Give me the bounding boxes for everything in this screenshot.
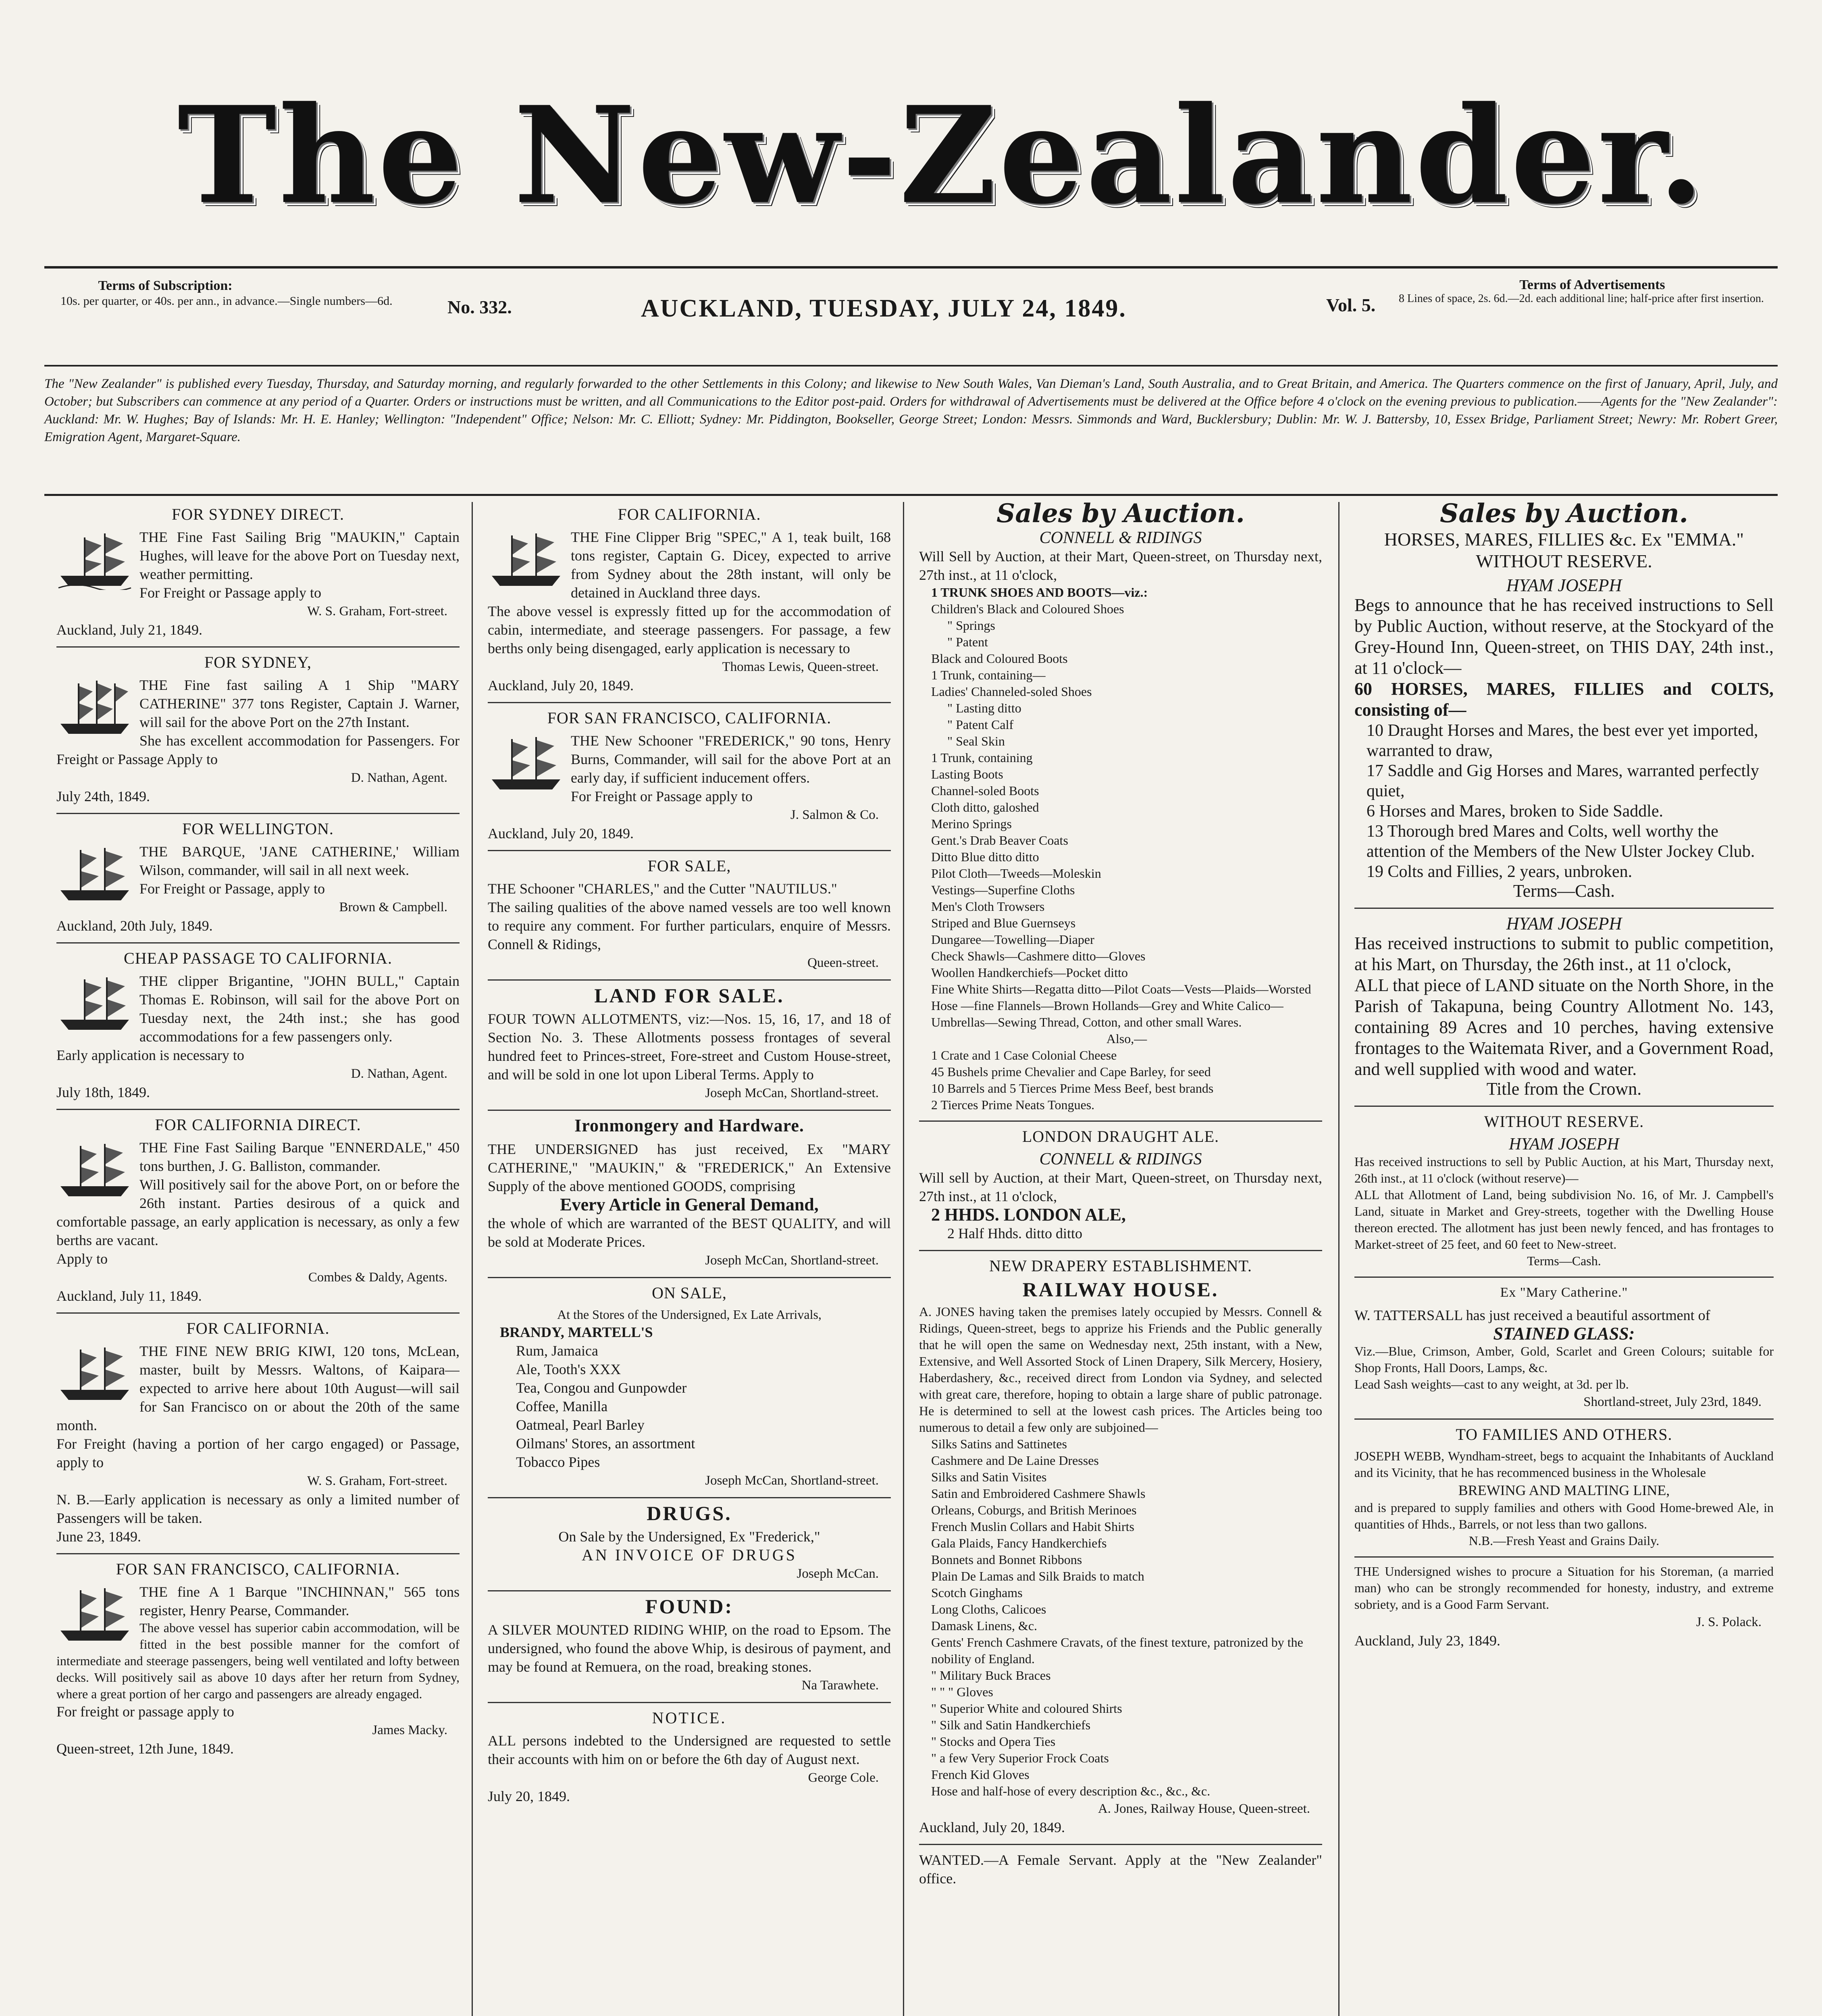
list-item: Silks Satins and Sattinetes bbox=[931, 1437, 1067, 1451]
list-item: Ladies' Channeled-soled Shoes bbox=[931, 684, 1092, 699]
ad-body: AN INVOICE OF DRUGS bbox=[582, 1546, 797, 1564]
ad-heading: NEW DRAPERY ESTABLISHMENT. bbox=[989, 1257, 1252, 1275]
ad-more: Lead Sash weights—cast to any weight, at 3d. per lb. bbox=[1354, 1377, 1629, 1391]
ad-apply: For Freight or Passage, apply to bbox=[139, 881, 325, 897]
ad-signature: Thomas Lewis, Queen-street. bbox=[722, 660, 879, 674]
auctioneer-name: HYAM JOSEPH bbox=[1506, 914, 1622, 933]
ad-body: THE UNDERSIGNED has just received, Ex "MARY CATHERINE," "MAUKIN," & "FREDERICK," An Extensive Supply of the above mentioned GOODS, comprising bbox=[488, 1141, 891, 1194]
ad-body: THE Fine Clipper Brig "SPEC," A 1, teak built, 168 tons register, Captain G. Dicey, expected to arrive from Sydney about the 28th instant, will only be detained in Auckland three days. bbox=[571, 529, 891, 601]
list-item: Children's Black and Coloured Shoes bbox=[931, 602, 1124, 616]
ad-signature: D. Nathan, Agent. bbox=[351, 1066, 447, 1081]
advertisement-terms bbox=[1399, 278, 1786, 306]
ad-more: The above vessel has superior cabin accommodation, will be fitted in the best possible manner for the comfort of intermediate and steerage passengers, being well ventilated and lofty between decks. Will positively sail as above 10 days after her return from Sydney, where a great portion of her cargo and passengers are already engaged. bbox=[56, 1620, 460, 1701]
ad-cheap-passage bbox=[56, 949, 460, 1102]
list-item: Plain De Lamas and Silk Braids to match bbox=[931, 1569, 1144, 1583]
ad-date: Auckland, July 20, 1849. bbox=[488, 677, 634, 694]
ad-body: THE Fine fast sailing A 1 Ship "MARY CATHERINE" 377 tons Register, Captain J. Warner, will sail for the above Port on the 27th Instant. bbox=[139, 677, 460, 730]
list-item: 1 Crate and 1 Case Colonial Cheese bbox=[931, 1048, 1117, 1062]
ad-heading: LONDON DRAUGHT ALE. bbox=[1022, 1127, 1219, 1145]
subscription-text: 10s. per quarter, or 40s. per ann., in advance.—Single numbers—6d. bbox=[60, 294, 393, 308]
ad-more: the whole of which are warranted of the BEST QUALITY, and will be sold at Moderate Prices. bbox=[488, 1215, 891, 1250]
ad-apply: For Freight or Passage apply to bbox=[139, 585, 321, 601]
ship-icon bbox=[56, 973, 133, 1034]
ad-more: ALL that Allotment of Land, being subdivision No. 16, of Mr. J. Campbell's Land, situate in Market and Grey-streets, together with the Dwelling House thereon erected. The allotment has just been newly fenced, and has frontages to Market-street of 25 feet, and 60 feet to New-street. bbox=[1354, 1187, 1774, 1252]
ad-heading: FOR WELLINGTON. bbox=[182, 820, 334, 838]
ad-divider bbox=[488, 979, 891, 981]
subscription-heading: Terms of Subscription: bbox=[98, 278, 233, 293]
ad-body: THE FINE NEW BRIG KIWI, 120 tons, McLean, master, built by Messrs. Waltons, of Kaipara—expected to arrive here about 10th August—will sail for San Francisco on or about the 20th of the same month. bbox=[56, 1343, 460, 1433]
ad-body: W. TATTERSALL has just received a beautiful assortment of bbox=[1354, 1307, 1710, 1323]
ad-heading: LAND FOR SALE. bbox=[594, 984, 784, 1007]
list-item: Rum, Jamaica bbox=[516, 1343, 598, 1359]
list-item: Channel-soled Boots bbox=[931, 783, 1039, 798]
terms-heading: Terms of Advertisements bbox=[1519, 277, 1665, 292]
terms-text: 8 Lines of space, 2s. 6d.—2d. each additional line; half-price after first insertion. bbox=[1399, 292, 1764, 305]
publication-notice: The "New Zealander" is published every Tuesday, Thursday, and Saturday morning, and regularly forwarded to the other Settlements in this Colony; and likewise to New South Wales, Van Dieman's Land, South Australia, and to Great Britain, and America. The Quarters commence on the first of January, April, July, and October; but Subscribers can commence at any period of a Quarter. Orders or instructions must be written, and all Communications to the Editor post-paid. Orders for withdrawal of Advertisements must be delivered at the Office before 4 o'clock on the evening previous to publication.——Agents for the "New Zealander": Auckland: Mr. W. Hughes; Bay of Islands: Mr. H. E. Hanley; Wellington: "Independent" Office; Nelson: Mr. C. Elliott; Sydney: Mr. Piddington, Bookseller, George Street; London: Messrs. Simmonds and Ward, Bucklersbury; Dublin: Mr. W. J. Battersby, 10, Essex Bridge, Parliament Street; Newry: Mr. Robert Greer, Emigration Agent, Margaret-Square. bbox=[44, 377, 1778, 444]
list-item: 1 Trunk, containing bbox=[931, 750, 1033, 765]
ad-divider bbox=[1354, 1277, 1774, 1278]
ad-signature: Joseph McCan, Shortland-street. bbox=[705, 1253, 879, 1268]
notice-rule bbox=[44, 494, 1778, 496]
list-item: " " " Gloves bbox=[931, 1685, 993, 1699]
ad-wellington bbox=[56, 820, 460, 935]
ad-california-spec bbox=[488, 505, 891, 695]
ad-signature: James Macky. bbox=[372, 1723, 447, 1737]
dateline: AUCKLAND, TUESDAY, JULY 24, 1849. bbox=[641, 295, 1127, 322]
ad-heading: FOR CALIFORNIA DIRECT. bbox=[155, 1116, 361, 1134]
ad-divider bbox=[56, 1312, 460, 1314]
ad-heading: FOR SYDNEY DIRECT. bbox=[171, 505, 345, 523]
ad-signature: Joseph McCan. bbox=[797, 1566, 879, 1581]
ad-divider bbox=[1354, 1106, 1774, 1107]
subscription-terms bbox=[60, 278, 464, 309]
ad-note: N. B.—Early application is necessary as only a limited number of Passengers will be taken. bbox=[56, 1491, 460, 1526]
ad-heading: Ex "Mary Catherine." bbox=[1500, 1285, 1628, 1300]
ad-more: Will positively sail for the above Port, on or before the 26th instant. Parties desirous of a quick and comfortable passage, an early application is necessary, as only a few berths are vacant. bbox=[56, 1177, 460, 1248]
list-item: Vestings—Superfine Cloths bbox=[931, 883, 1075, 897]
ad-heading: TO FAMILIES AND OTHERS. bbox=[1456, 1425, 1672, 1443]
auctioneer-name: CONNELL & RIDINGS bbox=[1039, 1150, 1202, 1168]
list-item: Gala Plaids, Fancy Handkerchiefs bbox=[931, 1536, 1107, 1550]
ad-title: HORSES, MARES, FILLIES &c. Ex "EMMA." WITHOUT RESERVE. bbox=[1384, 529, 1744, 571]
list-item: Tea, Congou and Gunpowder bbox=[516, 1380, 687, 1396]
ad-note: N.B.—Fresh Yeast and Grains Daily. bbox=[1468, 1533, 1660, 1548]
ad-divider bbox=[1354, 1418, 1774, 1420]
list-item: " Patent Calf bbox=[947, 717, 1014, 732]
list-item: Scotch Ginghams bbox=[931, 1585, 1023, 1600]
list-item: Hose and half-hose of every description &c., &c., &c. bbox=[931, 1784, 1211, 1798]
ad-more: Early application is necessary to bbox=[56, 1047, 244, 1063]
ad-title: STAINED GLASS: bbox=[1493, 1324, 1635, 1343]
masthead-title: The New-Zealander. bbox=[177, 77, 1707, 233]
ad-signature: Queen-street. bbox=[807, 956, 879, 970]
list-item: Satin and Embroidered Cashmere Shawls bbox=[931, 1486, 1146, 1501]
ad-divider bbox=[919, 1120, 1322, 1122]
ad-for-sale-vessels bbox=[488, 857, 891, 972]
ad-divider bbox=[919, 1844, 1322, 1845]
ad-divider bbox=[488, 850, 891, 851]
list-item: 2 Half Hhds. ditto ditto bbox=[947, 1225, 1082, 1241]
ad-more: ALL that piece of LAND situate on the North Shore, in the Parish of Takapuna, being Country Allotment No. 143, containing 89 Acres and 10 perches, having extensive frontages to the Waitemata River, and a Government Road, and well supplied with wood and water. bbox=[1354, 975, 1774, 1079]
list-item: Orleans, Coburgs, and British Merinoes bbox=[931, 1503, 1137, 1517]
ad-body: A. JONES having taken the premises lately occupied by Messrs. Connell & Ridings, Queen-street, begs to apprize his Friends and the Public generally that he will open the same on Wednesday next, 25th instant, with a New, Extensive, and Well Assorted Stock of Linen Drapery, Silk Mercery, Hosiery, Haberdashery, &c., received direct from London via Sydney, and selected with great care, therefore, hoping to obtain a large share of public patronage. He is determined to sell at the lowest cash prices. The Articles being too numerous to detail a few only are subjoined— bbox=[919, 1304, 1322, 1435]
ad-divider bbox=[56, 1553, 460, 1554]
ad-california-direct bbox=[56, 1116, 460, 1305]
list-item: Coffee, Manilla bbox=[516, 1398, 608, 1414]
list-item: Pilot Cloth—Tweeds—Moleskin bbox=[931, 866, 1101, 881]
ad-more: The sailing qualities of the above named vessels are too well known to require any comment. For further particulars, enquire of Messrs. Connell & Ridings, bbox=[488, 899, 891, 952]
ad-signature: Brown & Campbell. bbox=[339, 900, 447, 914]
info-bar bbox=[44, 278, 1778, 363]
ad-divider bbox=[56, 813, 460, 814]
list-item: " Silk and Satin Handkerchiefs bbox=[931, 1718, 1091, 1732]
ship-icon bbox=[56, 1584, 133, 1645]
ad-heading: CHEAP PASSAGE TO CALIFORNIA. bbox=[124, 949, 392, 967]
list-item: Ale, Tooth's XXX bbox=[516, 1361, 621, 1377]
list-item: 1 Trunk, containing— bbox=[931, 668, 1046, 682]
ad-drugs bbox=[488, 1504, 891, 1583]
ship-icon bbox=[56, 529, 133, 590]
ad-signature: George Cole. bbox=[808, 1770, 879, 1785]
list-item: 2 HHDS. LONDON ALE, bbox=[931, 1205, 1126, 1225]
auctioneer-name: HYAM JOSEPH bbox=[1506, 575, 1622, 595]
ship-icon bbox=[56, 1140, 133, 1200]
ad-signature: W. S. Graham, Fort-street. bbox=[307, 604, 447, 619]
masthead-rule bbox=[44, 266, 1778, 269]
item-list bbox=[919, 584, 1322, 1113]
ad-wanted bbox=[919, 1851, 1322, 1888]
column-2 bbox=[488, 502, 891, 2016]
ad-body: THE clipper Brigantine, "JOHN BULL," Captain Thomas E. Robinson, will sail for the above Port on Tuesday next, the 24th inst.; she has good accommodations for a few passengers only. bbox=[139, 973, 460, 1045]
item-list bbox=[919, 1206, 1322, 1243]
ship-icon bbox=[56, 844, 133, 904]
list-item: Dungaree—Towelling—Diaper bbox=[931, 932, 1094, 947]
ad-heading: NOTICE. bbox=[652, 1709, 727, 1727]
ad-more: She has excellent accommodation for Passengers. For Freight or Passage Apply to bbox=[56, 733, 460, 767]
ad-body: WANTED.—A Female Servant. Apply at the "New Zealander" office. bbox=[919, 1852, 1322, 1887]
infobar-rule bbox=[44, 365, 1778, 367]
ad-date: Auckland, July 11, 1849. bbox=[56, 1288, 202, 1304]
list-item: " Lasting ditto bbox=[947, 701, 1021, 715]
ad-more: The above vessel is expressly fitted up for the accommodation of cabin, intermediate, and steerage passengers. For passage, a few berths only being disengaged, early application is necessary to bbox=[488, 603, 891, 656]
ad-date: Queen-street, 12th June, 1849. bbox=[56, 1741, 234, 1757]
ad-body: FOUR TOWN ALLOTMENTS, viz:—Nos. 15, 16, 17, and 18 of Section No. 3. These Allotments possess frontages of several hundred feet to Princes-street, Fore-street and Custom House-street, and will be sold in one lot upon Liberal Terms. Apply to bbox=[488, 1011, 891, 1083]
list-item: Men's Cloth Trowsers bbox=[931, 899, 1045, 914]
list-item: Gent.'s Drab Beaver Coats bbox=[931, 833, 1068, 848]
ad-found bbox=[488, 1597, 891, 1695]
ad-title: BREWING AND MALTING LINE, bbox=[1458, 1482, 1670, 1498]
list-item: 10 Draught Horses and Mares, the best ever yet imported, warranted to draw, bbox=[1366, 721, 1758, 760]
list-item: Cloth ditto, galoshed bbox=[931, 800, 1039, 814]
ad-apply: For Freight or Passage apply to bbox=[571, 788, 753, 804]
ad-more: and is prepared to supply families and others with Good Home-brewed Ale, in quantities of Hhds., Barrels, or not less than two gallons. bbox=[1354, 1500, 1774, 1531]
list-item: Oilmans' Stores, an assortment bbox=[516, 1435, 695, 1452]
volume: Vol. 5. bbox=[1326, 295, 1376, 315]
ad-heading: ON SALE, bbox=[652, 1284, 727, 1302]
ad-subheading: At the Stores of the Undersigned, Ex Late Arrivals, bbox=[557, 1307, 822, 1322]
ad-california-kiwi bbox=[56, 1319, 460, 1546]
ad-heading: FOR SYDNEY, bbox=[204, 653, 312, 671]
list-item: Tobacco Pipes bbox=[516, 1454, 600, 1470]
ad-ironmongery bbox=[488, 1116, 891, 1270]
ad-signature: J. Salmon & Co. bbox=[790, 808, 879, 822]
list-item: Also,— bbox=[1106, 1031, 1147, 1046]
issue-number: No. 332. bbox=[447, 297, 512, 317]
list-item: Bonnets and Bonnet Ribbons bbox=[931, 1552, 1082, 1567]
ad-stained-glass bbox=[1354, 1283, 1774, 1411]
masthead bbox=[177, 60, 1707, 250]
ad-brewing bbox=[1354, 1425, 1774, 1549]
ad-heading: FOUND: bbox=[645, 1595, 734, 1618]
ad-date: Auckland, July 21, 1849. bbox=[56, 622, 202, 638]
ad-date: July 20, 1849. bbox=[488, 1788, 570, 1804]
ad-date: Auckland, 20th July, 1849. bbox=[56, 918, 213, 934]
ad-date: Auckland, July 23, 1849. bbox=[1354, 1633, 1500, 1649]
ad-body: THE Undersigned wishes to procure a Situation for his Storeman, (a married man) who can be strongly recommended for honesty, industry, and extreme sobriety, and is a Good Farm Servant. bbox=[1354, 1564, 1774, 1612]
column-3 bbox=[919, 502, 1322, 2016]
list-item: Lasting Boots bbox=[931, 767, 1003, 781]
ad-railway-house bbox=[919, 1257, 1322, 1837]
item-list bbox=[919, 1436, 1322, 1799]
list-item: " Stocks and Opera Ties bbox=[931, 1734, 1056, 1749]
list-item: Cashmere and De Laine Dresses bbox=[931, 1453, 1099, 1468]
list-item: 17 Saddle and Gig Horses and Mares, warranted perfectly quiet, bbox=[1366, 762, 1759, 800]
ad-subheading: On Sale by the Undersigned, Ex "Frederick," bbox=[558, 1529, 820, 1545]
column-4 bbox=[1354, 502, 1774, 2016]
ad-lead: 60 HORSES, MARES, FILLIES and COLTS, consisting of— bbox=[1354, 679, 1774, 720]
ad-sydney-direct bbox=[56, 505, 460, 639]
ad-date: July 18th, 1849. bbox=[56, 1084, 150, 1100]
ad-body: THE fine A 1 Barque "INCHINNAN," 565 tons register, Henry Pearse, Commander. bbox=[139, 1584, 460, 1618]
ad-body: THE Fine Fast Sailing Barque "ENNERDALE," 450 tons burthen, J. G. Balliston, commander. bbox=[139, 1139, 460, 1174]
ad-body: JOSEPH WEBB, Wyndham-street, begs to acquaint the Inhabitants of Auckland and its Vicinity, that he has recommenced business in the Wholesale bbox=[1354, 1449, 1774, 1480]
section-heading: Sales by Auction. bbox=[1440, 502, 1688, 529]
ad-divider bbox=[488, 1590, 891, 1591]
list-item: Oatmeal, Pearl Barley bbox=[516, 1417, 645, 1433]
list-item: Long Cloths, Calicoes bbox=[931, 1602, 1046, 1616]
ad-auction-shoes bbox=[919, 529, 1322, 1113]
ad-title: Title from the Crown. bbox=[1486, 1079, 1642, 1099]
ad-body: THE Fine Fast Sailing Brig "MAUKIN," Captain Hughes, will leave for the above Port on Tuesday next, weather permitting. bbox=[139, 529, 460, 582]
list-item: Ditto Blue ditto ditto bbox=[931, 850, 1039, 864]
ad-on-sale bbox=[488, 1284, 891, 1490]
ad-apply: Apply to bbox=[56, 1251, 108, 1267]
ad-divider bbox=[56, 1109, 460, 1110]
list-item: " Springs bbox=[947, 618, 995, 633]
ad-signature: Joseph McCan, Shortland-street. bbox=[705, 1473, 879, 1488]
ad-divider bbox=[488, 1702, 891, 1703]
ad-signature: D. Nathan, Agent. bbox=[351, 771, 447, 785]
ad-takapuna-land bbox=[1354, 914, 1774, 1098]
list-item: Check Shawls—Cashmere ditto—Gloves bbox=[931, 949, 1146, 963]
ad-signature: Na Tarawhete. bbox=[801, 1678, 879, 1693]
ad-san-francisco-frederick bbox=[488, 709, 891, 843]
column-divider bbox=[903, 502, 904, 2016]
ad-body: THE New Schooner "FREDERICK," 90 tons, Henry Burns, Commander, will sail for the above Port at an early day, if sufficient inducement offers. bbox=[571, 733, 891, 786]
ad-signature: W. S. Graham, Fort-street. bbox=[307, 1474, 447, 1488]
ad-body: Will Sell by Auction, at their Mart, Queen-street, on Thursday next, 27th inst., at 11 o'clock, bbox=[919, 548, 1322, 583]
ad-signature: Joseph McCan, Shortland-street. bbox=[705, 1086, 879, 1100]
ad-body: THE BARQUE, 'JANE CATHERINE,' William Wilson, commander, will sail in all next week. bbox=[139, 843, 460, 878]
ad-notice bbox=[488, 1709, 891, 1806]
list-item: " Patent bbox=[947, 635, 988, 649]
list-item: 19 Colts and Fillies, 2 years, unbroken. bbox=[1366, 862, 1633, 881]
ad-body: Will sell by Auction, at their Mart, Queen-street, on Thursday next, 27th inst., at 11 o'clock, bbox=[919, 1170, 1322, 1204]
list-item: French Kid Gloves bbox=[931, 1767, 1030, 1782]
column-divider bbox=[1338, 502, 1339, 2016]
list-item: 10 Barrels and 5 Tierces Prime Mess Beef, best brands bbox=[931, 1081, 1214, 1095]
ad-divider bbox=[1354, 908, 1774, 909]
list-item: Woollen Handkerchiefs—Pocket ditto bbox=[931, 965, 1128, 980]
ad-divider bbox=[56, 942, 460, 943]
ad-terms: Terms—Cash. bbox=[1513, 881, 1615, 901]
auctioneer-name: HYAM JOSEPH bbox=[1509, 1135, 1619, 1154]
ad-heading: FOR SAN FRANCISCO, CALIFORNIA. bbox=[547, 709, 832, 727]
ad-body: THE Schooner "CHARLES," and the Cutter "NAUTILUS." bbox=[488, 881, 837, 897]
ad-heading: FOR CALIFORNIA. bbox=[186, 1319, 330, 1337]
list-item: Fine White Shirts—Regatta ditto—Pilot Coats—Vests—Plaids—Worsted Hose —fine Flannels—Brown Hollands—Grey and White Calico—Umbrellas—Sewing Thread, Cotton, and other small Wares. bbox=[931, 982, 1311, 1029]
list-item: " Military Buck Braces bbox=[931, 1668, 1051, 1683]
section-heading: Sales by Auction. bbox=[996, 502, 1245, 529]
list-item: BRANDY, MARTELL'S bbox=[500, 1324, 653, 1340]
ad-draught-ale bbox=[919, 1127, 1322, 1243]
ad-without-reserve bbox=[1354, 1112, 1774, 1269]
ad-heading: DRUGS. bbox=[647, 1502, 732, 1524]
ship-icon bbox=[56, 677, 133, 738]
list-item: 13 Thorough bred Mares and Colts, well worthy the attention of the Members of the New Ulster Jockey Club. bbox=[1366, 822, 1755, 861]
ad-apply: For freight or passage apply to bbox=[56, 1704, 234, 1720]
item-list bbox=[1354, 721, 1774, 882]
ad-more: For Freight (having a portion of her cargo engaged) or Passage, apply to bbox=[56, 1436, 460, 1470]
ad-body: A SILVER MOUNTED RIDING WHIP, on the road to Epsom. The undersigned, who found the above Whip, is desirous of payment, and may be found at Remuera, on the road, breaking stones. bbox=[488, 1622, 891, 1675]
ad-body: Has received instructions to submit to public competition, at his Mart, on Thursday, the 26th inst., at 11 o'clock, bbox=[1354, 933, 1774, 974]
list-item: 1 TRUNK SHOES AND BOOTS—viz.: bbox=[931, 585, 1148, 600]
ad-signature: Shortland-street, July 23rd, 1849. bbox=[1583, 1395, 1762, 1409]
ad-terms: Terms—Cash. bbox=[1527, 1254, 1601, 1268]
ad-date: Auckland, July 20, 1849. bbox=[919, 1819, 1065, 1835]
ad-body: Begs to announce that he has received instructions to Sell by Public Auction, without reserve, at the Stockyard of the Grey-Hound Inn, Queen-street, on THIS DAY, 24th inst., at 11 o'clock— bbox=[1354, 595, 1774, 678]
ad-divider bbox=[919, 1250, 1322, 1251]
column-1 bbox=[56, 502, 460, 2016]
ad-situation-wanted bbox=[1354, 1563, 1774, 1650]
list-item: " Superior White and coloured Shirts bbox=[931, 1701, 1122, 1716]
ad-signature: J. S. Polack. bbox=[1696, 1615, 1762, 1629]
ship-icon bbox=[56, 1343, 133, 1404]
list-item: 45 Bushels prime Chevalier and Cape Barley, for seed bbox=[931, 1064, 1211, 1079]
ad-feature: Every Article in General Demand, bbox=[560, 1195, 819, 1214]
ad-body: ALL persons indebted to the Undersigned are requested to settle their accounts with him on or before the 6th day of August next. bbox=[488, 1733, 891, 1767]
ad-body: Has received instructions to sell by Public Auction, at his Mart, Thursday next, 26th inst., at 11 o'clock (without reserve)— bbox=[1354, 1154, 1774, 1185]
ad-date: July 24th, 1849. bbox=[56, 788, 150, 804]
ad-sydney bbox=[56, 653, 460, 806]
list-item: " a few Very Superior Frock Coats bbox=[931, 1751, 1109, 1765]
list-item: French Muslin Collars and Habit Shirts bbox=[931, 1519, 1134, 1534]
ad-heading: FOR SAN FRANCISCO, CALIFORNIA. bbox=[116, 1560, 400, 1578]
ad-heading: FOR CALIFORNIA. bbox=[618, 505, 761, 523]
item-list bbox=[488, 1323, 891, 1471]
ad-signature: Combes & Daldy, Agents. bbox=[308, 1270, 447, 1285]
ad-signature: A. Jones, Railway House, Queen-street. bbox=[1098, 1801, 1310, 1816]
list-item: " Seal Skin bbox=[947, 734, 1005, 748]
ad-divider bbox=[488, 1110, 891, 1111]
list-item: Merino Springs bbox=[931, 816, 1012, 831]
list-item: Black and Coloured Boots bbox=[931, 651, 1068, 666]
column-divider bbox=[472, 502, 473, 2016]
ad-divider bbox=[56, 646, 460, 648]
ad-divider bbox=[488, 1277, 891, 1278]
ad-horses bbox=[1354, 529, 1774, 900]
list-item: 6 Horses and Mares, broken to Side Saddle. bbox=[1366, 802, 1664, 821]
ad-date: June 23, 1849. bbox=[56, 1529, 141, 1545]
ad-land-for-sale bbox=[488, 986, 891, 1102]
ad-more: Viz.—Blue, Crimson, Amber, Gold, Scarlet and Green Colours; suitable for Shop Fronts, Hall Doors, Lamps, &c. bbox=[1354, 1344, 1774, 1375]
ad-divider bbox=[488, 1497, 891, 1498]
ad-date: Auckland, July 20, 1849. bbox=[488, 825, 634, 841]
auctioneer-name: CONNELL & RIDINGS bbox=[1039, 529, 1202, 547]
ad-heading: WITHOUT RESERVE. bbox=[1484, 1112, 1644, 1131]
ad-title: RAILWAY HOUSE. bbox=[1022, 1278, 1219, 1301]
list-item: Striped and Blue Guernseys bbox=[931, 916, 1076, 930]
ad-divider bbox=[488, 702, 891, 703]
ad-heading: FOR SALE, bbox=[647, 857, 731, 875]
list-item: 2 Tierces Prime Neats Tongues. bbox=[931, 1098, 1095, 1112]
list-item: Gents' French Cashmere Cravats, of the finest texture, patronized by the nobility of England. bbox=[931, 1635, 1303, 1666]
ad-heading: Ironmongery and Hardware. bbox=[574, 1116, 804, 1135]
ship-icon bbox=[488, 733, 564, 793]
list-item: Silks and Satin Visites bbox=[931, 1470, 1047, 1484]
ad-divider bbox=[1354, 1556, 1774, 1558]
list-item: Damask Linens, &c. bbox=[931, 1618, 1038, 1633]
ship-icon bbox=[488, 529, 564, 590]
ad-san-francisco-inchinnan bbox=[56, 1560, 460, 1758]
